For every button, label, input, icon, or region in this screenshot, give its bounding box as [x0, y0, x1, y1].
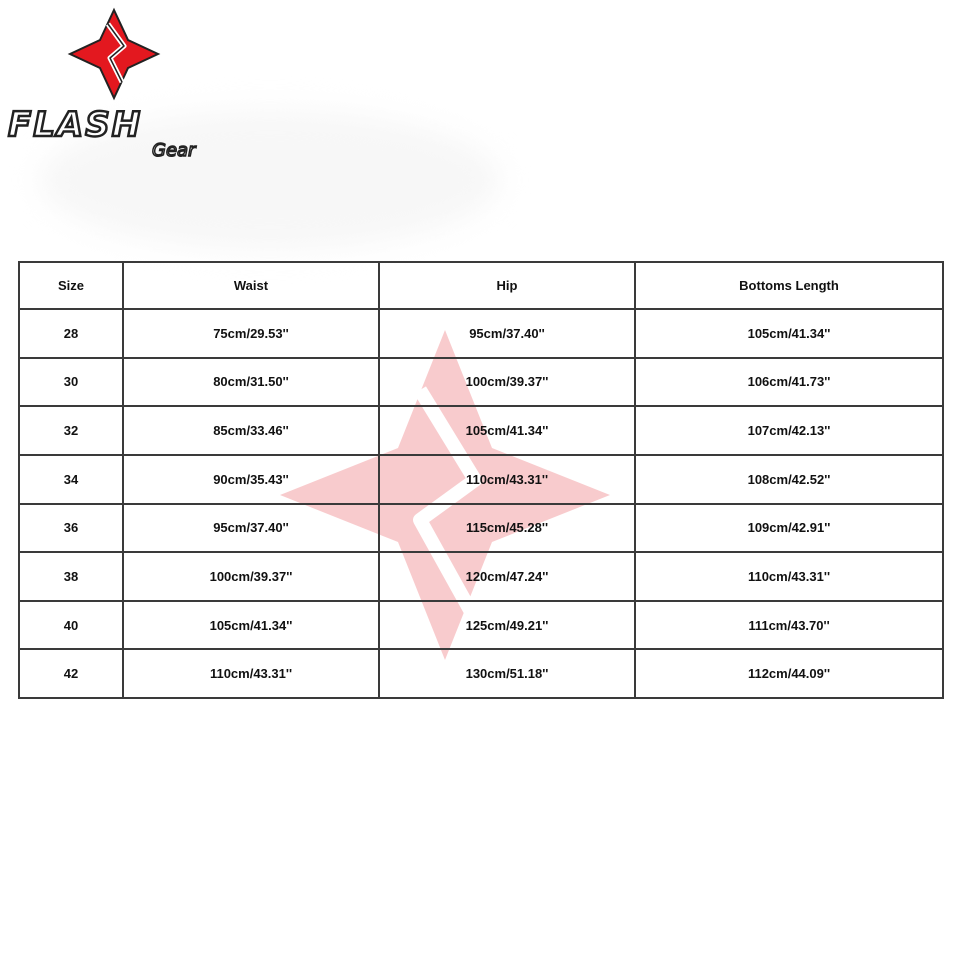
cell-size: 34	[19, 455, 123, 504]
cell-hip: 110cm/43.31''	[379, 455, 635, 504]
cell-waist: 105cm/41.34''	[123, 601, 379, 650]
cell-bottoms-length: 111cm/43.70''	[635, 601, 943, 650]
brand-name: FLASH	[8, 105, 143, 145]
cell-hip: 105cm/41.34''	[379, 406, 635, 455]
cell-waist: 80cm/31.50''	[123, 358, 379, 407]
cell-bottoms-length: 105cm/41.34''	[635, 309, 943, 358]
cell-hip: 95cm/37.40''	[379, 309, 635, 358]
cell-hip: 100cm/39.37''	[379, 358, 635, 407]
cell-bottoms-length: 109cm/42.91''	[635, 504, 943, 553]
table-row	[19, 504, 943, 553]
flash-logo-icon	[4, 4, 220, 164]
table-row	[19, 309, 943, 358]
header-waist: Waist	[123, 262, 379, 309]
cell-size: 36	[19, 504, 123, 553]
cell-size: 32	[19, 406, 123, 455]
table-row	[19, 601, 943, 650]
brand-tagline: Gear	[152, 140, 196, 161]
size-chart-table	[18, 261, 944, 699]
cell-hip: 130cm/51.18''	[379, 649, 635, 698]
cell-hip: 120cm/47.24''	[379, 552, 635, 601]
cell-waist: 90cm/35.43''	[123, 455, 379, 504]
table-row	[19, 649, 943, 698]
cell-waist: 110cm/43.31''	[123, 649, 379, 698]
cell-bottoms-length: 107cm/42.13''	[635, 406, 943, 455]
cell-size: 30	[19, 358, 123, 407]
cell-hip: 125cm/49.21''	[379, 601, 635, 650]
brand-logo	[4, 4, 220, 164]
cell-waist: 75cm/29.53''	[123, 309, 379, 358]
cell-bottoms-length: 110cm/43.31''	[635, 552, 943, 601]
cell-size: 28	[19, 309, 123, 358]
cell-bottoms-length: 106cm/41.73''	[635, 358, 943, 407]
cell-bottoms-length: 108cm/42.52''	[635, 455, 943, 504]
table-row	[19, 455, 943, 504]
cell-waist: 95cm/37.40''	[123, 504, 379, 553]
header-bottoms-length: Bottoms Length	[635, 262, 943, 309]
cell-waist: 85cm/33.46''	[123, 406, 379, 455]
table-row	[19, 552, 943, 601]
table-header-row	[19, 262, 943, 309]
cell-hip: 115cm/45.28''	[379, 504, 635, 553]
header-hip: Hip	[379, 262, 635, 309]
cell-bottoms-length: 112cm/44.09''	[635, 649, 943, 698]
table-row	[19, 406, 943, 455]
header-size: Size	[19, 262, 123, 309]
cell-size: 42	[19, 649, 123, 698]
cell-waist: 100cm/39.37''	[123, 552, 379, 601]
cell-size: 40	[19, 601, 123, 650]
table-row	[19, 358, 943, 407]
cell-size: 38	[19, 552, 123, 601]
